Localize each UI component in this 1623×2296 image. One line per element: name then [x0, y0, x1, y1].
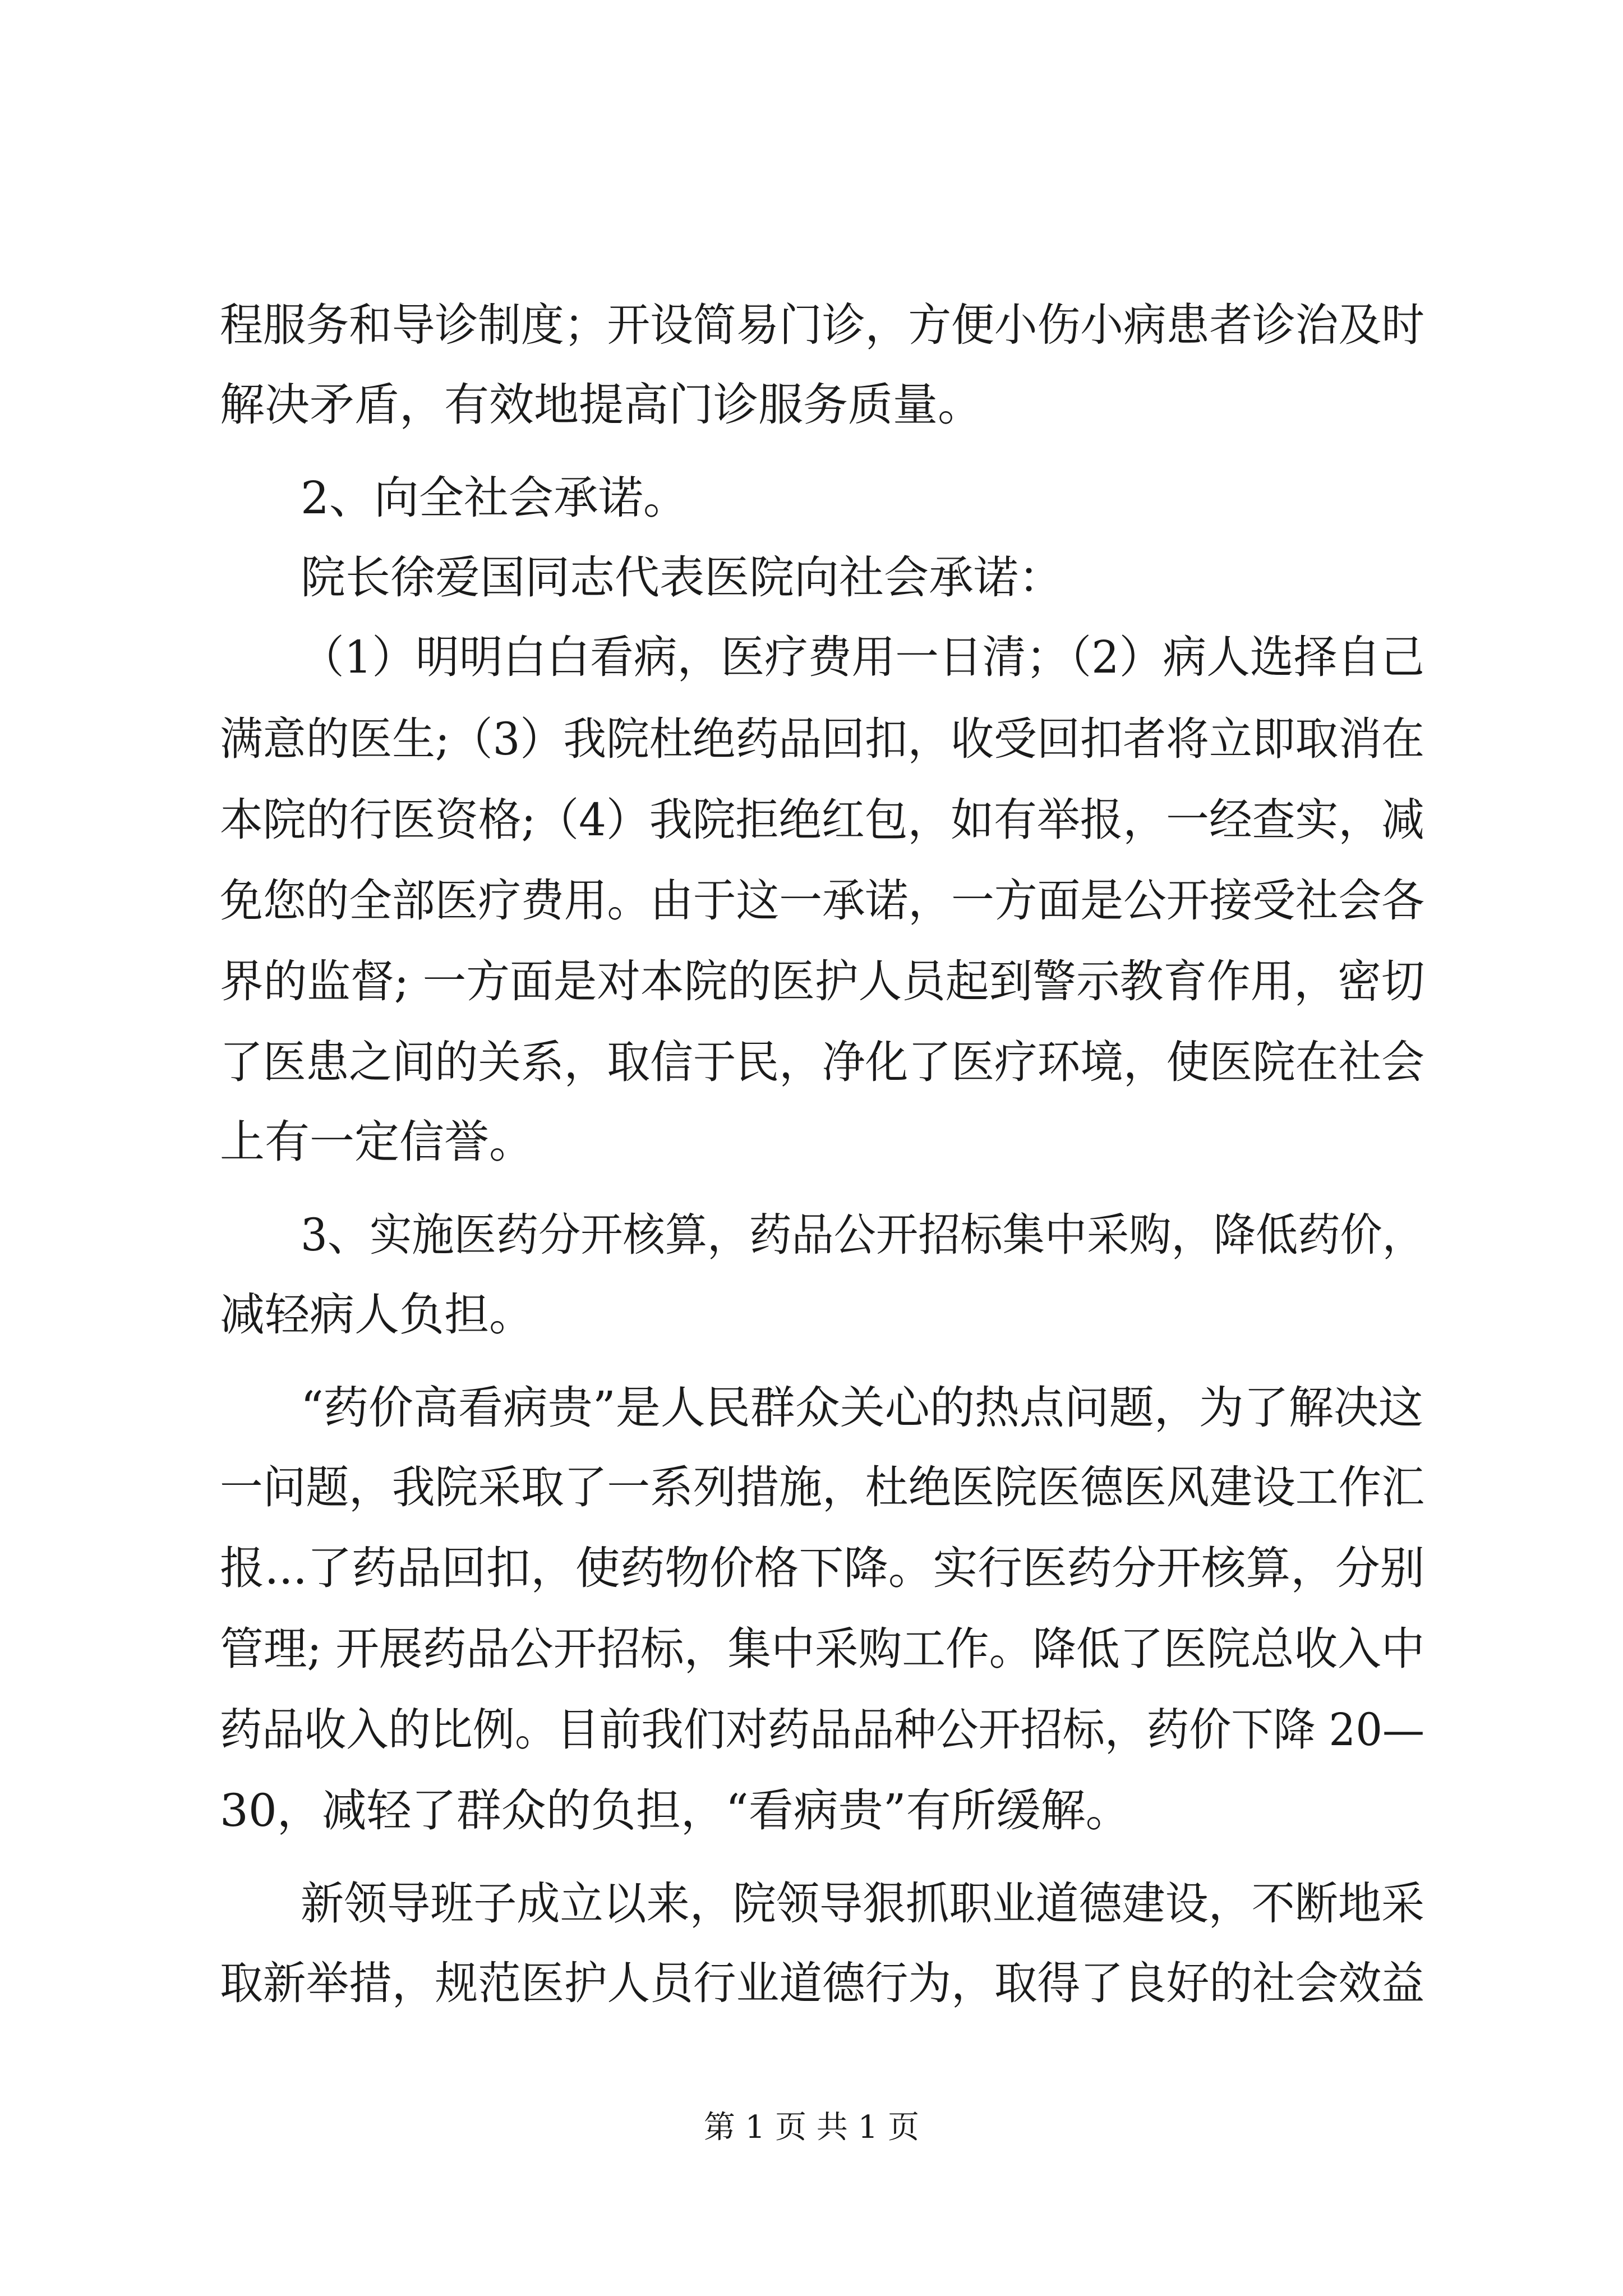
text-line: 一问题，我院采取了一系列措施，杜绝医院医德医风建设工作汇	[220, 1461, 1424, 1513]
text-line: 了医患之间的关系，取信于民，净化了医疗环境，使医院在社会	[220, 1036, 1424, 1088]
text-line: 30，减轻了群众的负担，“看病贵”有所缓解。	[220, 1784, 1131, 1837]
text-line: 报...了药品回扣，使药物价格下降。实行医药分开核算，分别	[220, 1542, 1425, 1594]
text-line: 管理; 开展药品公开招标，集中采购工作。降低了医院总收入中	[220, 1623, 1425, 1675]
text-line: 取新举措，规范医护人员行业道德行为，取得了良好的社会效益	[220, 1957, 1424, 2009]
text-line: 免您的全部医疗费用。由于这一承诺，一方面是公开接受社会各	[220, 875, 1424, 927]
page-footer: 第 1 页 共 1 页	[703, 2109, 920, 2146]
text-line: “药价高看病贵”是人民群众关心的热点问题，为了解决这	[301, 1382, 1423, 1434]
text-line: 2、向全社会承诺。	[301, 472, 688, 524]
text-line: 解决矛盾，有效地提高门诊服务质量。	[220, 379, 983, 431]
text-line: 院长徐爱国同志代表医院向社会承诺：	[301, 551, 1063, 604]
text-line: 减轻病人负担。	[220, 1289, 534, 1341]
text-line: 满意的医生;（3）我院杜绝药品回扣，收受回扣者将立即取消在	[220, 713, 1424, 765]
text-line: 界的监督; 一方面是对本院的医护人员起到警示教育作用，密切	[220, 955, 1425, 1007]
text-line: 上有一定信誉。	[220, 1116, 534, 1168]
text-line: 本院的行医资格;（4）我院拒绝红包，如有举报，一经查实，减	[220, 794, 1424, 846]
text-line: （1）明明白白看病，医疗费用一日清；（2）病人选择自己	[301, 631, 1424, 683]
text-line: 3、实施医药分开核算，药品公开招标集中采购，降低药价，	[301, 1209, 1424, 1261]
text-line: 药品收入的比例。目前我们对药品品种公开招标，药价下降 20—	[220, 1704, 1425, 1756]
text-line: 新领导班子成立以来，院领导狠抓职业道德建设，不断地采	[301, 1878, 1425, 1930]
text-line: 程服务和导诊制度；开设简易门诊，方便小伤小病患者诊治及时	[220, 299, 1424, 351]
